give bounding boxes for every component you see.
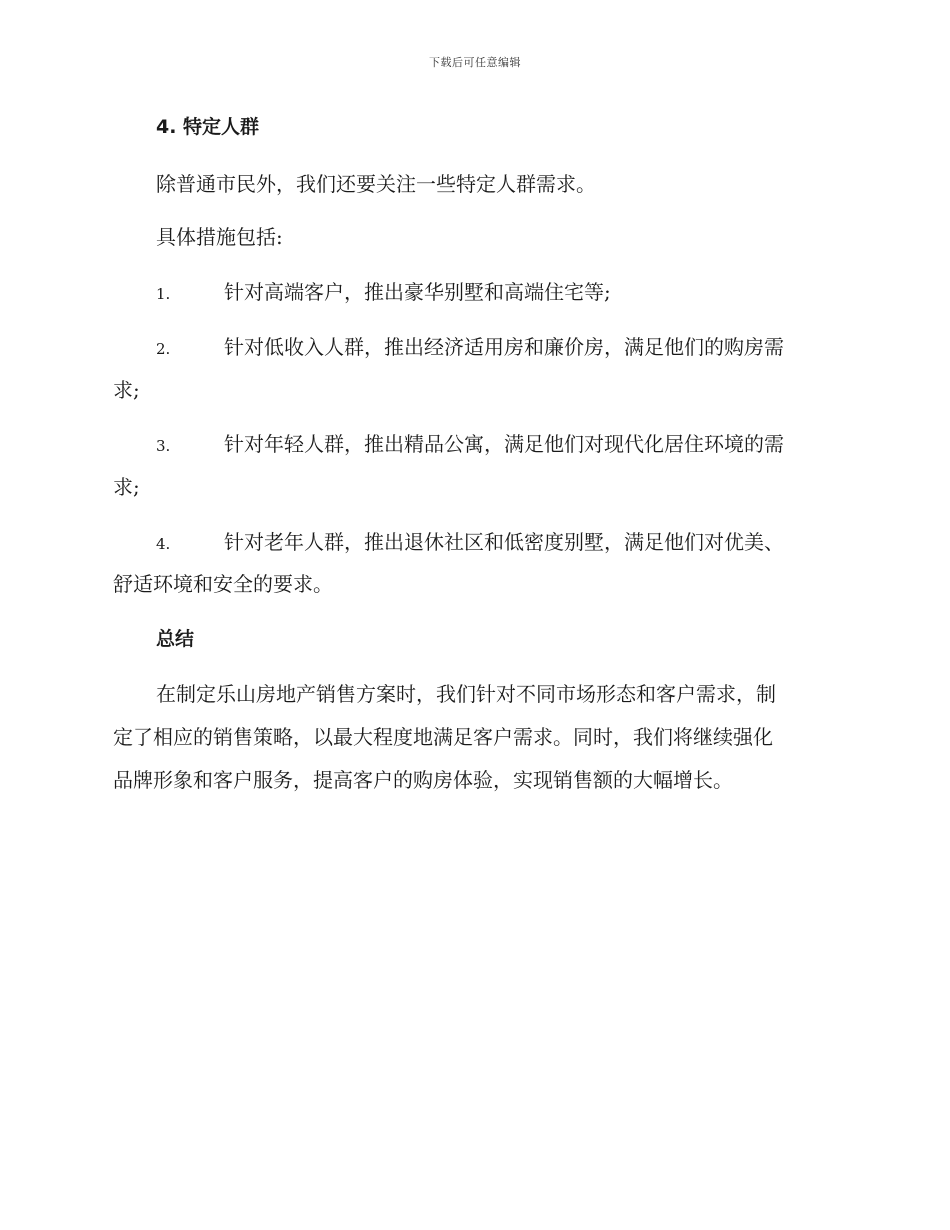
- summary-line: 品牌形象和客户服务，提高客户的购房体验，实现销售额的大幅增长。: [113, 768, 733, 792]
- list-item-continuation: 求;: [113, 378, 140, 402]
- page-header: 下载后可任意编辑: [429, 56, 521, 69]
- intro-paragraph: 除普通市民外，我们还要关注一些特定人群需求。: [156, 172, 596, 196]
- list-item-continuation: 求;: [113, 475, 140, 499]
- list-item-number: 2.: [156, 340, 171, 358]
- list-item-text: 针对高端客户，推出豪华别墅和高端住宅等;: [224, 280, 611, 304]
- list-item: [113, 333, 876, 363]
- list-item-text: 针对老年人群，推出退休社区和低密度别墅，满足他们对优美、: [224, 530, 784, 554]
- list-item-text: 针对低收入人群，推出经济适用房和廉价房，满足他们的购房需: [224, 335, 784, 359]
- list-item: [113, 528, 876, 558]
- list-item-number: 3.: [156, 437, 171, 455]
- section-heading: 4. 特定人群: [156, 116, 260, 138]
- summary-line: 在制定乐山房地产销售方案时，我们针对不同市场形态和客户需求，制: [156, 682, 776, 706]
- summary-heading: 总结: [156, 628, 195, 650]
- list-item-text: 针对年轻人群，推出精品公寓，满足他们对现代化居住环境的需: [224, 432, 784, 456]
- list-item-continuation: 舒适环境和安全的要求。: [113, 572, 333, 596]
- list-item: [113, 430, 876, 460]
- list-item-number: 4.: [156, 535, 171, 553]
- summary-line: 定了相应的销售策略，以最大程度地满足客户需求。同时，我们将继续强化: [113, 725, 773, 749]
- list-item-number: 1.: [156, 285, 171, 303]
- measures-label: 具体措施包括:: [156, 225, 283, 249]
- list-item: [113, 278, 876, 308]
